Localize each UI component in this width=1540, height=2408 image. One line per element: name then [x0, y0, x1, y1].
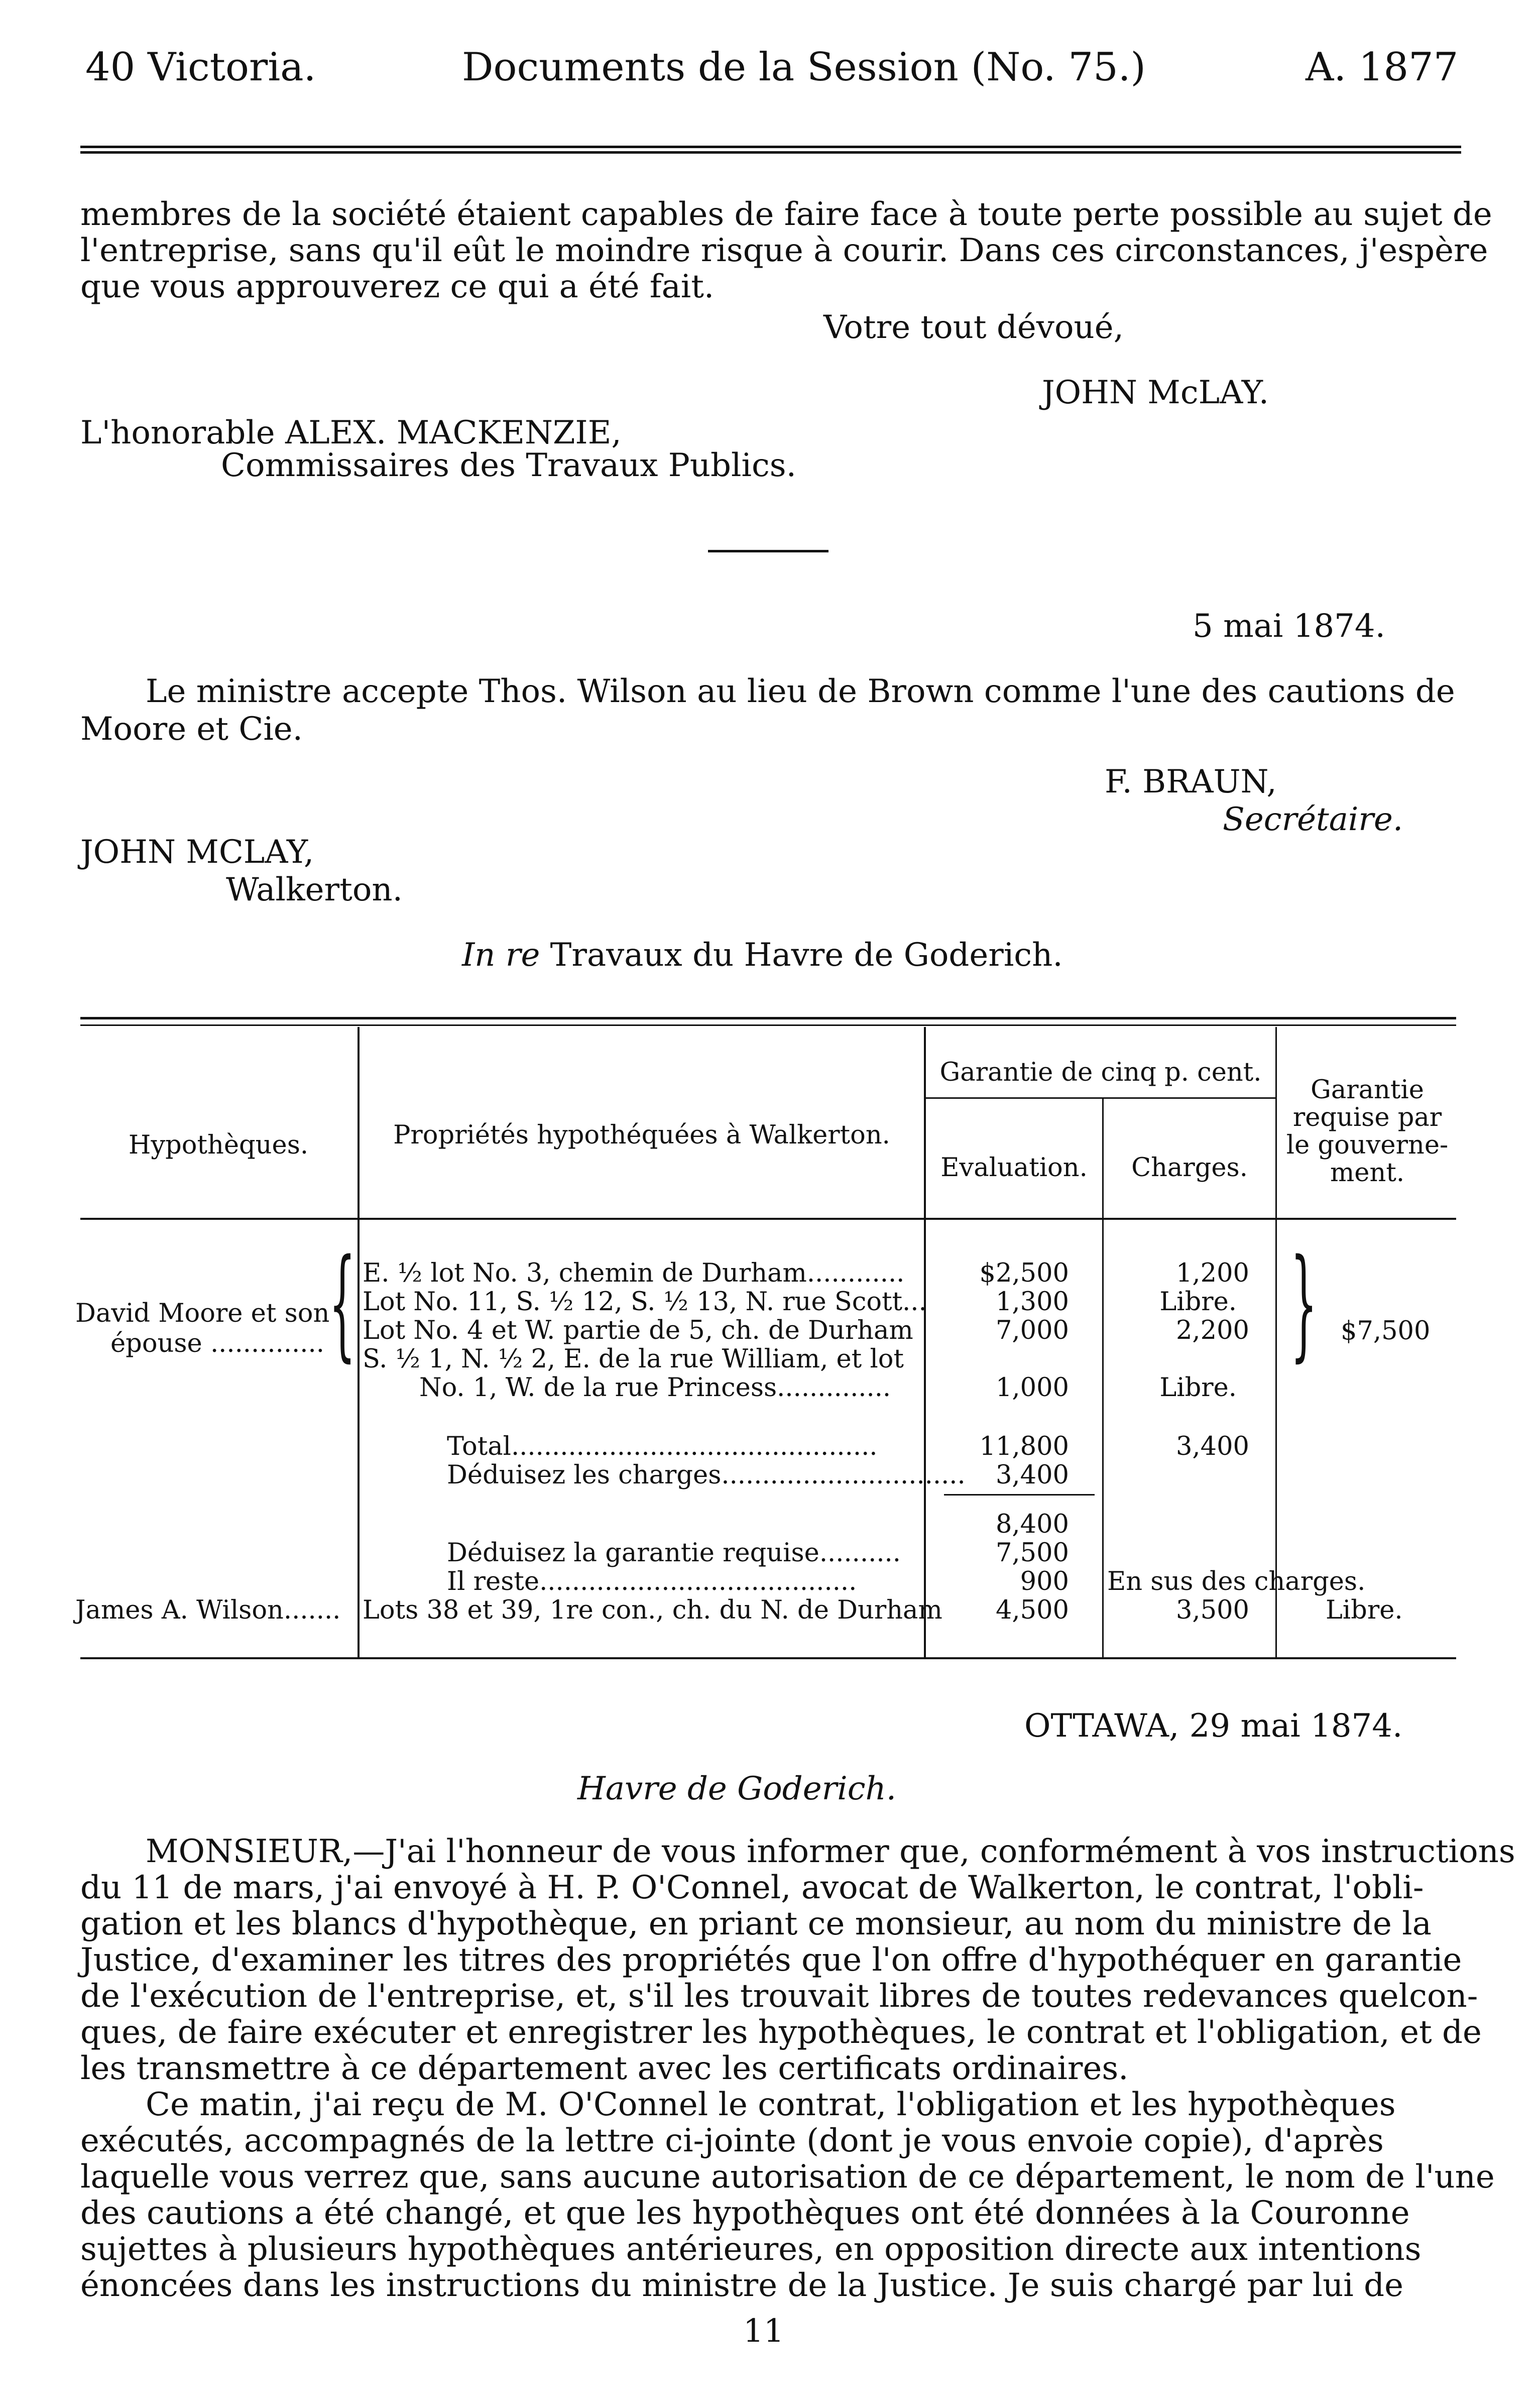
deduct-charges-value: 3,400 [995, 1460, 1069, 1490]
mortgagor2-charges: 3,500 [1175, 1595, 1249, 1625]
charges-row-2: Libre. [1159, 1287, 1237, 1317]
table-caption: In re Travaux du Havre de Goderich. [462, 937, 1063, 974]
letter3-p1-line7: les transmettre à ce département avec les certificats ordinaires. [80, 2050, 1129, 2087]
property-row-3: Lot No. 4 et W. partie de 5, ch. de Durham [363, 1316, 913, 1345]
charges-row-5: Libre. [1159, 1373, 1237, 1403]
section-separator [708, 550, 828, 552]
evaluation-row-2: 1,300 [995, 1287, 1069, 1317]
col-header-required-l1: Garantie [1311, 1075, 1424, 1105]
subtotal-rule [944, 1494, 1095, 1496]
remaining-note: En sus des charges. [1107, 1567, 1366, 1596]
total-charges: 3,400 [1175, 1432, 1249, 1461]
header-session-year: 40 Victoria. [85, 45, 316, 90]
charges-row-3: 2,200 [1175, 1316, 1249, 1345]
letter3-subject: Havre de Goderich. [577, 1770, 897, 1807]
header-double-rule [80, 146, 1461, 154]
remaining-label: Il reste....................................... [447, 1567, 857, 1596]
left-brace: { [329, 1233, 356, 1373]
deduct-guarantee-value: 7,500 [995, 1538, 1069, 1568]
header-year: A. 1877 [1306, 45, 1459, 90]
col-header-evaluation: Evaluation. [940, 1153, 1088, 1183]
letter1-addressee-title: Commissaires des Travaux Publics. [221, 447, 796, 484]
table-bottom-rule [80, 1657, 1456, 1659]
mortgagor2-guarantee: Libre. [1326, 1595, 1403, 1625]
letter2-line1: Le ministre accepte Thos. Wilson au lieu de Brown comme l'une des cautions de [146, 673, 1455, 710]
letter1-line3: que vous approuverez ce qui a été fait. [80, 268, 715, 305]
letter3-p2-line4: des cautions a été changé, et que les hypothèques ont été données à la Couronne [80, 2195, 1410, 2232]
letter3-p1-line1: MONSIEUR,—J'ai l'honneur de vous informer que, conformément à vos instructions [146, 1833, 1515, 1870]
subtotal-value: 8,400 [995, 1510, 1069, 1539]
letter3-p1-line3: gation et les blancs d'hypothèque, en priant ce monsieur, au nom du ministre de la [80, 1905, 1432, 1942]
total-label: Total............................................. [447, 1432, 878, 1461]
letter3-p2-line2: exécutés, accompagnés de la lettre ci-jointe (dont je vous envoie copie), d'après [80, 2122, 1384, 2159]
letter3-dateline: OTTAWA, 29 mai 1874. [1024, 1707, 1403, 1745]
evaluation-row-5: 1,000 [995, 1373, 1069, 1403]
letter2-signer-title: Secrétaire. [1223, 801, 1403, 838]
property-row-5: No. 1, W. de la rue Princess.............. [419, 1373, 891, 1403]
letter3-p2-line6: énoncées dans les instructions du ministre de la Justice. Je suis chargé par lui de [80, 2267, 1403, 2304]
col-header-charges: Charges. [1131, 1153, 1248, 1183]
col-header-mortgages: Hypothèques. [128, 1130, 309, 1160]
letter2-date: 5 mai 1874. [1193, 608, 1385, 645]
charges-row-1: 1,200 [1175, 1258, 1249, 1288]
evaluation-row-3: 7,000 [995, 1316, 1069, 1345]
mortgagor2-name: James A. Wilson....... [75, 1595, 341, 1625]
property-row-2: Lot No. 11, S. ½ 12, S. ½ 13, N. rue Scott... [363, 1287, 927, 1317]
mortgagor1-name-l2: épouse .............. [110, 1329, 324, 1358]
col-header-required-l2: requise par [1292, 1103, 1442, 1132]
required-guarantee-value: $7,500 [1341, 1316, 1431, 1346]
col-header-required-l3: le gouverne- [1286, 1130, 1449, 1160]
col-rule-1 [358, 1027, 360, 1657]
page-number: 11 [743, 2313, 784, 2350]
letter3-p1-line5: de l'exécution de l'entreprise, et, s'il les trouvait libres de toutes redevances quelcon- [80, 1978, 1478, 2015]
deduct-guarantee-label: Déduisez la garantie requise.......... [447, 1538, 901, 1568]
evaluation-row-1: $2,500 [979, 1258, 1069, 1288]
header-bottom-rule [80, 1218, 1456, 1220]
letter3-p1-line2: du 11 de mars, j'ai envoyé à H. P. O'Connel, avocat de Walkerton, le contrat, l'obli- [80, 1869, 1424, 1906]
col-header-properties: Propriétés hypothéquées à Walkerton. [393, 1120, 890, 1150]
mortgagor2-evaluation: 4,500 [995, 1595, 1069, 1625]
col-header-guarantee-group: Garantie de cinq p. cent. [939, 1058, 1262, 1087]
deduct-charges-label: Déduisez les charges.............................. [447, 1460, 966, 1490]
mortgagor2-property: Lots 38 et 39, 1re con., ch. du N. de Durham [363, 1595, 942, 1625]
group-header-rule [924, 1097, 1275, 1099]
letter3-p2-line3: laquelle vous verrez que, sans aucune autorisation de ce département, le nom de l'une [80, 2158, 1495, 2196]
letter1-addressee-name: L'honorable ALEX. MACKENZIE, [80, 414, 622, 451]
table-top-rule-2 [80, 1024, 1456, 1026]
letter1-closing: Votre tout dévoué, [823, 309, 1124, 346]
letter3-p1-line6: ques, de faire exécuter et enregistrer les hypothèques, le contrat et l'obligation, et de [80, 2014, 1482, 2051]
letter2-addressee-place: Walkerton. [226, 871, 403, 908]
right-brace: } [1290, 1233, 1318, 1373]
property-row-1: E. ½ lot No. 3, chemin de Durham............ [363, 1258, 905, 1288]
letter1-signature: JOHN McLAY. [1042, 374, 1269, 411]
total-evaluation: 11,800 [979, 1432, 1069, 1461]
letter2-line2: Moore et Cie. [80, 711, 303, 748]
header-title: Documents de la Session (No. 75.) [462, 45, 1146, 90]
letter1-line1: membres de la société étaient capables de faire face à toute perte possible au sujet de [80, 196, 1492, 233]
letter3-p1-line4: Justice, d'examiner les titres des propriétés que l'on offre d'hypothéquer en garantie [80, 1941, 1462, 1979]
property-row-4: S. ½ 1, N. ½ 2, E. de la rue William, et lot [363, 1344, 904, 1374]
table-top-rule [80, 1017, 1456, 1019]
letter1-line2: l'entreprise, sans qu'il eût le moindre risque à courir. Dans ces circonstances, j'espère [80, 232, 1488, 269]
letter2-addressee-name: JOHN MCLAY, [80, 834, 314, 871]
letter3-p2-line5: sujettes à plusieurs hypothèques antérieures, en opposition directe aux intentions [80, 2231, 1421, 2268]
letter2-signature: F. BRAUN, [1105, 763, 1277, 800]
remaining-value: 900 [1020, 1567, 1069, 1596]
col-header-required-l4: ment. [1330, 1158, 1405, 1188]
letter3-p2-line1: Ce matin, j'ai reçu de M. O'Connel le contrat, l'obligation et les hypothèques [146, 2086, 1396, 2123]
mortgagor1-name-l1: David Moore et son [75, 1299, 330, 1328]
